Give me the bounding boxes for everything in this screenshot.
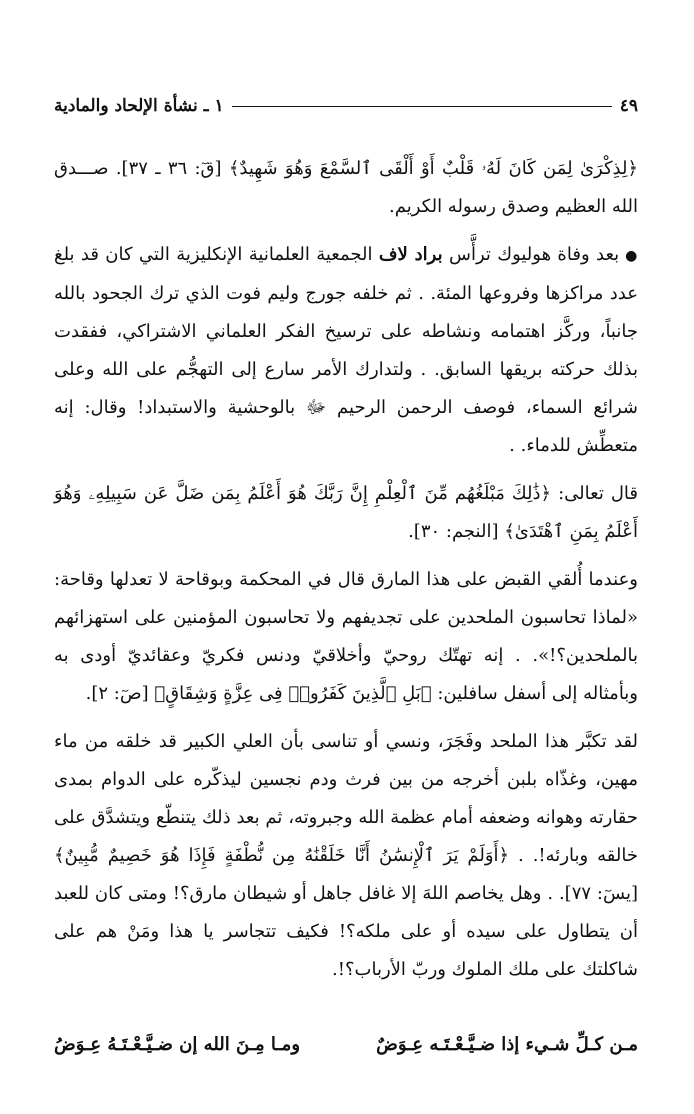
paragraph-1: ﴿لِذِكْرَىٰ لِمَن كَانَ لَهُۥ قَلْبٌ أَوْ أَلْقَى ٱلسَّمْعَ وَهُوَ شَهِيدٌ﴾ [قٓ: ٣٦ ـ ٣٧]. صـــدق الله العظيم وصدق رسوله الكريم. (54, 158, 639, 217)
header-rule (232, 106, 612, 107)
verse-hemistich-2: ومـا مِـنَ الله إن ضـيَّـعْـتَـهُ عِـوَضُ (54, 1034, 301, 1055)
paragraph-3: قال تعالى: ﴿ذَٰلِكَ مَبْلَغُهُم مِّنَ ٱلْعِلْمِ إِنَّ رَبَّكَ هُوَ أَعْلَمُ بِمَن ضَلَّ عَن سَبِيلِهِۦ وَهُوَ أَعْلَمُ بِمَنِ ٱهْتَدَىٰ﴾ [النجم: ٣٠]. (54, 483, 638, 542)
paragraph-2 (54, 236, 638, 465)
bold-name: براد لاف (378, 244, 443, 265)
page-header (54, 96, 638, 116)
chapter-title: ١ ـ نشأة الإلحاد والمادية (54, 96, 224, 116)
poem-verse (54, 1034, 638, 1055)
verse-hemistich-1: مـن كـلِّ شـيء إذا ضـيَّـعْـتَـه عِـوَضٌ (376, 1034, 638, 1055)
paragraph-4: وعندما أُلقي القبض على هذا المارق قال في المحكمة وبوقاحة لا تعدلها وقاحة: «لماذا تحاسبون الملحدين على تجديفهم ولا تحاسبون المؤمنين على استهزائهم بالملحدين؟!». . إنه تهتّك روحيّ وأخلاقيّ ودنس فكريّ وعقائديّ أودى به وبأمثاله إلى أسفل سافلين: ﴿بَلِ ٱلَّذِينَ كَفَرُوا۟ فِى عِزَّةٍ وَشِقَاقٍ﴾ [صٓ: ٢]. (54, 569, 638, 704)
paragraph-5: لقد تكبَّر هذا الملحد وفَجَرَ، ونسي أو تناسى بأن العلي الكبير قد خلقه من ماء مهين، وغذّاه بلبن أخرجه من بين فرث ودم نجسين ليذكّره على الدوام بمدى حقارته وهوانه وضعفه أمام عظمة الله وجبروته، ثم بعد ذلك يتنطّع ويتشدَّق على خالقه وبارئه!. . ﴿أَوَلَمْ يَرَ ٱلْإِنسَٰنُ أَنَّا خَلَقْنَٰهُ مِن نُّطْفَةٍ فَإِذَا هُوَ خَصِيمٌ مُّبِينٌ﴾ [يسٓ: ٧٧]. . وهل يخاصم اللهَ إلا غافل جاهل أو شيطان مارق؟! ومتى كان للعبد أن يتطاول على سيده أو على ملكه؟! فكيف تتجاسر يا هذا ومَنْ هم على شاكلتك على ملك الملوك وربّ الأرباب؟!. (54, 731, 638, 980)
paragraph-2-lead: بعد وفاة هوليوك ترأَّس (442, 244, 620, 265)
page-number: ٤٩ (619, 96, 638, 116)
bullet-marker: ● (625, 248, 639, 264)
body-text (54, 150, 638, 997)
paragraph-2-text: الجمعية العلمانية الإنكليزية التي كان قد بلغ عدد مراكزها وفروعها المئة. . ثم خلفه جورج وليم فوت الذي ترك الجحود بالله جانباً، وركَّز اهتمامه ونشاطه على ترسيخ الفكر العلماني الاشتراكي، ففقدت بذلك حركته بريقها السابق. . ولتدارك الأمر سارع إلى التهجُّم على الله وعلى شرائع السماء، فوصف الرحمن الرحيم ﷻ بالوحشية والاستبداد! وقال: إنه متعطِّش للدماء. . (54, 244, 638, 456)
